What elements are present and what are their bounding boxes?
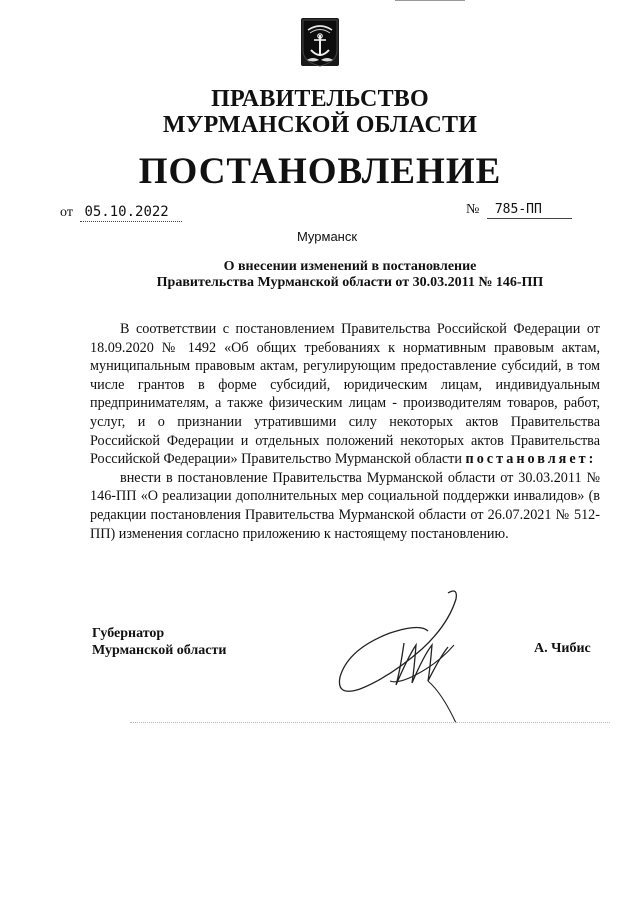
body-paragraph <box>90 320 600 469</box>
date-value: 05.10.2022 <box>80 204 182 222</box>
signer-title-line1: Губернатор <box>92 626 165 641</box>
date-label: от <box>60 205 73 220</box>
number-field <box>466 202 572 219</box>
document-type-title: ПОСТАНОВЛЕНИЕ <box>138 151 502 192</box>
government-title-line2: МУРМАНСКОЙ ОБЛАСТИ <box>162 112 478 138</box>
city-name: Мурманск <box>296 229 358 244</box>
action-word: постановляет: <box>465 451 597 468</box>
government-title-line1: ПРАВИТЕЛЬСТВО <box>211 86 429 112</box>
signer-name: А. Чибис <box>534 641 591 656</box>
footer-divider <box>130 722 610 723</box>
top-edge-line <box>395 0 465 1</box>
paragraph-text: В соответствии с постановлением Правительства Российской Федерации от 18.09.2020 № 1492 «Об общих требованиях к нормативным правовым актам, муниципальным правовым актам, регулирующим предоставление субсидий, в том числе грантов в форме субсидий, юридическим лицам, индивидуальным предпринимателям, а также физическим лицам - производителям товаров, работ, услуг, и о признании утратившими силу некоторых актов Правительства Российской Федерации и отдельных положений некоторых актов Правительства Российской Федерации» Правительство Мурманской области <box>90 321 600 468</box>
handwritten-signature-icon <box>330 585 500 735</box>
subject-line2: Правительства Мурманской области от 30.03.2011 № 146-ПП <box>156 275 544 290</box>
coat-of-arms-icon <box>299 16 341 68</box>
document-body <box>90 320 600 543</box>
signer-title <box>92 625 226 659</box>
number-label: № <box>466 202 480 217</box>
date-field <box>60 204 182 222</box>
signer-title-line2: Мурманской области <box>92 643 227 658</box>
body-paragraph: внести в постановление Правительства Мурманской области от 30.03.2011 № 146-ПП «О реализации дополнительных мер социальной поддержки инвалидов» (в редакции постановления Правительства Мурманской области от 26.07.2021 № 512-ПП) изменения согласно приложению к настоящему постановлению. <box>90 469 600 542</box>
subject-line1: О внесении изменений в постановление <box>223 259 477 274</box>
number-value: 785-ПП <box>487 202 572 219</box>
